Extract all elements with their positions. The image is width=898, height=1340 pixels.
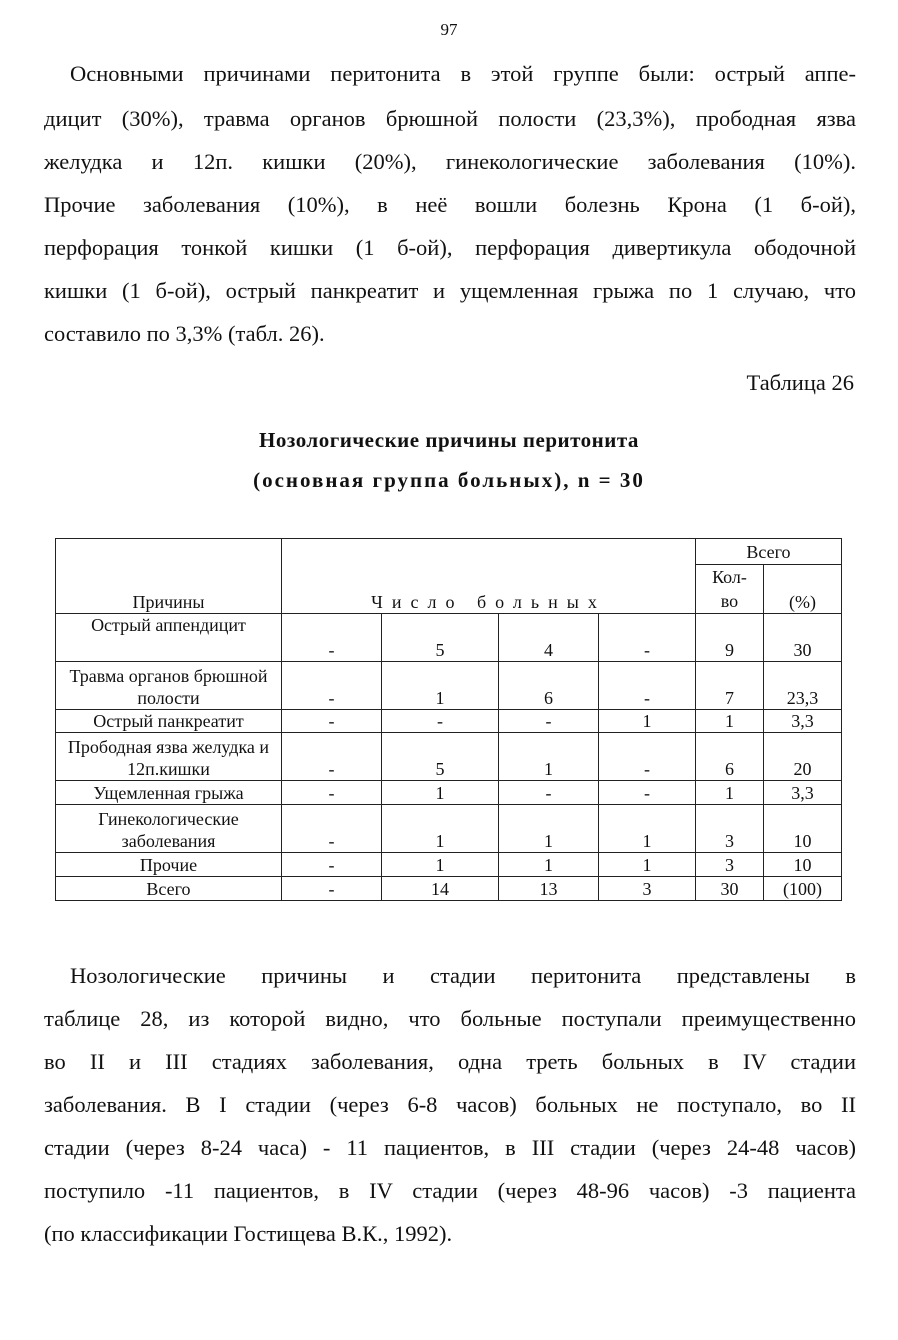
count-cell: 30 (696, 877, 764, 901)
cause-cell: Гинекологические заболевания (56, 805, 282, 853)
paragraph-line: таблице 28, из которой видно, что больные поступали преимущественно (44, 1006, 856, 1031)
table-row (56, 853, 842, 877)
stage1-cell: - (282, 805, 382, 853)
percent-cell: 10 (764, 805, 842, 853)
stage3-cell: 1 (499, 805, 599, 853)
cause-cell: Острый аппендицит (56, 614, 282, 662)
header-causes: Причины (56, 539, 282, 614)
stage2-cell: 5 (382, 614, 499, 662)
cause-cell: Травма органов брюшной полости (56, 662, 282, 710)
count-cell: 9 (696, 614, 764, 662)
table-row (56, 662, 842, 710)
stage1-cell: - (282, 853, 382, 877)
percent-cell: 10 (764, 853, 842, 877)
paragraph-line: стадии (через 8-24 часа) - 11 пациентов, в III стадии (через 24-48 часов) (44, 1135, 856, 1160)
paragraph-line: составило по 3,3% (табл. 26). (44, 321, 325, 346)
percent-cell: 3,3 (764, 710, 842, 733)
stage1-cell: - (282, 877, 382, 901)
header-percent: (%) (764, 565, 842, 614)
cause-cell: Прочие (56, 853, 282, 877)
stage3-cell: 6 (499, 662, 599, 710)
paragraph-line: Основными причинами перитонита в этой группе были: острый аппе- (70, 61, 856, 86)
paragraph-line: кишки (1 б-ой), острый панкреатит и ущемленная грыжа по 1 случаю, что (44, 278, 856, 303)
table-row (56, 805, 842, 853)
stage2-cell: 14 (382, 877, 499, 901)
paragraph-line: Нозологические причины и стадии перитонита представлены в (70, 963, 856, 988)
cause-cell: Ущемленная грыжа (56, 781, 282, 805)
stage1-cell: - (282, 614, 382, 662)
paragraph-line: дицит (30%), травма органов брюшной полости (23,3%), прободная язва (44, 106, 856, 131)
stage3-cell: - (499, 781, 599, 805)
stage2-cell: - (382, 710, 499, 733)
table-row (56, 781, 842, 805)
stage4-cell: - (599, 662, 696, 710)
stage1-cell: - (282, 662, 382, 710)
percent-cell: 3,3 (764, 781, 842, 805)
stage3-cell: 1 (499, 733, 599, 781)
cause-cell: Прободная язва желудка и 12п.кишки (56, 733, 282, 781)
count-cell: 3 (696, 853, 764, 877)
stage4-cell: 1 (599, 805, 696, 853)
percent-cell: 23,3 (764, 662, 842, 710)
percent-cell: 30 (764, 614, 842, 662)
stage2-cell: 1 (382, 781, 499, 805)
table-subtitle: (основная группа больных), n = 30 (253, 468, 645, 492)
stage3-cell: - (499, 710, 599, 733)
count-cell: 1 (696, 781, 764, 805)
paragraph-line: во II и III стадиях заболевания, одна треть больных в IV стадии (44, 1049, 856, 1074)
stage1-cell: - (282, 710, 382, 733)
cause-cell: Всего (56, 877, 282, 901)
stage4-cell: - (599, 733, 696, 781)
header-total: Всего (696, 539, 842, 565)
count-cell: 1 (696, 710, 764, 733)
paragraph-line: (по классификации Гостищева В.К., 1992). (44, 1221, 453, 1246)
table-title: Нозологические причины перитонита (259, 428, 639, 452)
header-number-of-patients: Число больных (282, 539, 696, 614)
stage2-cell: 1 (382, 853, 499, 877)
table-caption: Таблица 26 (746, 370, 854, 395)
stage4-cell: - (599, 781, 696, 805)
stage1-cell: - (282, 781, 382, 805)
table-row (56, 733, 842, 781)
percent-cell: 20 (764, 733, 842, 781)
cause-cell: Острый панкреатит (56, 710, 282, 733)
causes-table (55, 538, 842, 901)
table-row (56, 710, 842, 733)
paragraph-line: желудка и 12п. кишки (20%), гинекологические заболевания (10%). (44, 149, 856, 174)
page-number: 97 (440, 20, 458, 39)
paragraph-line: поступило -11 пациентов, в IV стадии (через 48-96 часов) -3 пациента (44, 1178, 856, 1203)
stage3-cell: 4 (499, 614, 599, 662)
stage1-cell: - (282, 733, 382, 781)
paragraph-line: Прочие заболевания (10%), в неё вошли болезнь Крона (1 б-ой), (44, 192, 856, 217)
count-cell: 3 (696, 805, 764, 853)
stage2-cell: 5 (382, 733, 499, 781)
stage4-cell: 1 (599, 710, 696, 733)
header-count: Кол-во (696, 565, 764, 614)
paragraph-line: заболевания. В I стадии (через 6-8 часов) больных не поступало, во II (44, 1092, 856, 1117)
stage4-cell: - (599, 614, 696, 662)
count-cell: 7 (696, 662, 764, 710)
table-row (56, 877, 842, 901)
count-cell: 6 (696, 733, 764, 781)
stage2-cell: 1 (382, 662, 499, 710)
intro-paragraph (44, 52, 856, 355)
closing-paragraph (44, 954, 856, 1255)
percent-cell: (100) (764, 877, 842, 901)
stage4-cell: 1 (599, 853, 696, 877)
paragraph-line: перфорация тонкой кишки (1 б-ой), перфорация дивертикула ободочной (44, 235, 856, 260)
stage3-cell: 1 (499, 853, 599, 877)
stage4-cell: 3 (599, 877, 696, 901)
stage3-cell: 13 (499, 877, 599, 901)
stage2-cell: 1 (382, 805, 499, 853)
table-row (56, 614, 842, 662)
